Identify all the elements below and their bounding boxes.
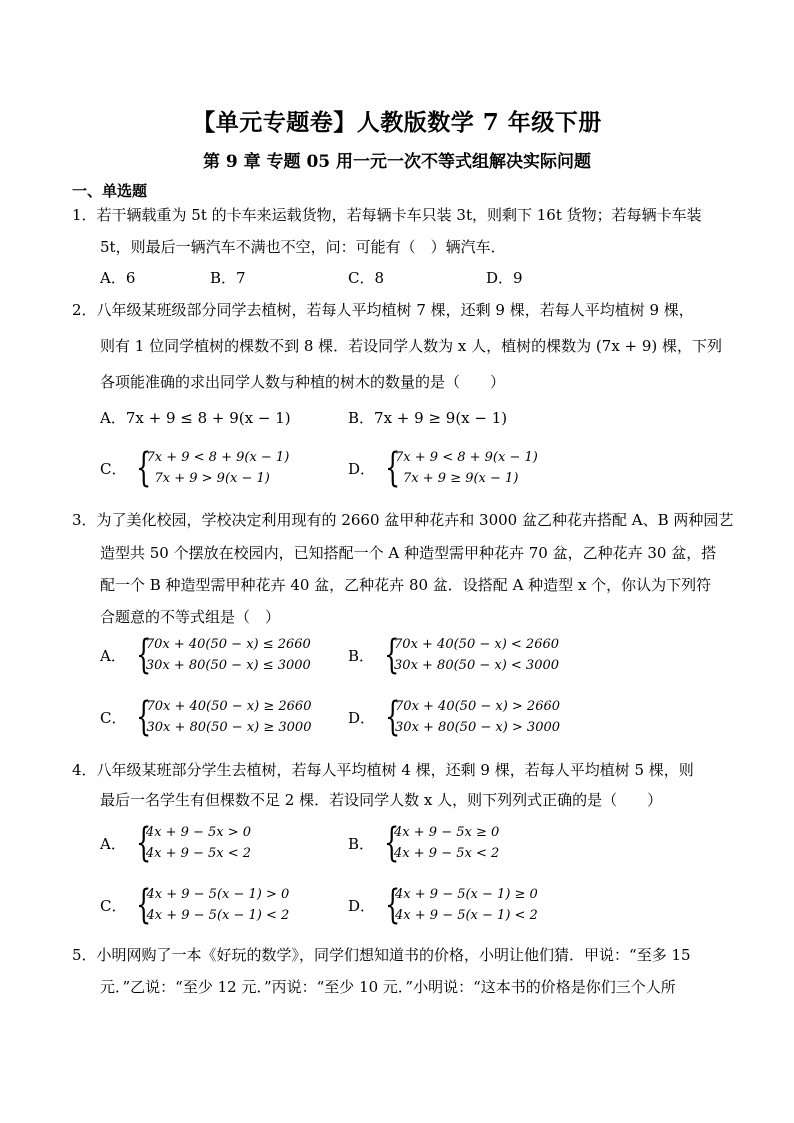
option-label: B． xyxy=(348,646,375,665)
inequality-row: 4x + 9 − 5x ≥ 0 xyxy=(394,825,500,840)
option-label: C． xyxy=(100,708,127,727)
inequality-row: 70x + 40(50 − x) > 2660 xyxy=(395,699,561,714)
q2-option-b: B．7x + 9 ≥ 9(x − 1) xyxy=(348,409,508,427)
inequality-row: 4x + 9 − 5(x − 1) > 0 xyxy=(146,887,290,902)
q2-option-d xyxy=(348,447,538,489)
q5-line1: 5．小明网购了一本《好玩的数学》，同学们想知道书的价格，小明让他们猜．甲说：“至多 15 xyxy=(72,946,691,964)
left-brace: { xyxy=(384,632,400,678)
left-brace: { xyxy=(136,445,152,491)
inequality-row: 7x + 9 ≥ 9(x − 1) xyxy=(403,471,519,486)
q3-line3: 配一个 B 种造型需甲种花卉 40 盆，乙种花卉 80 盆．设搭配 A 种造型 x 个，你认为下列符 xyxy=(100,576,712,594)
left-brace: { xyxy=(384,820,400,866)
option-label: D． xyxy=(348,459,376,478)
inequality-row: 4x + 9 − 5(x − 1) < 2 xyxy=(395,908,538,923)
inequality-row: 30x + 80(50 − x) > 3000 xyxy=(395,720,561,735)
left-brace: { xyxy=(385,882,401,928)
q2-line2: 则有 1 位同学植树的棵数不到 8 棵．若设同学人数为 x 人，植树的棵数为 (7x + 9) 棵，下列 xyxy=(100,337,723,355)
inequality-row: 7x + 9 > 9(x − 1) xyxy=(154,471,270,486)
inequality-row: 4x + 9 − 5(x − 1) ≥ 0 xyxy=(395,887,538,902)
q1-line1: 1．若干辆载重为 5t 的卡车来运载货物，若每辆卡车只装 3t，则剩下 16t 货物；若每辆卡车装 xyxy=(72,206,702,224)
q1-option-a: A．6 xyxy=(100,269,136,287)
option-label: D． xyxy=(348,708,376,727)
q4-option-b xyxy=(348,822,499,864)
q3-option-b xyxy=(348,634,559,676)
inequality-row: 70x + 40(50 − x) < 2660 xyxy=(394,637,560,652)
inequality-row: 70x + 40(50 − x) ≤ 2660 xyxy=(145,637,311,652)
option-label: B． xyxy=(348,834,375,853)
q2-option-a: A．7x + 9 ≤ 8 + 9(x − 1) xyxy=(100,409,291,427)
q1-option-b: B．7 xyxy=(210,269,246,287)
option-label: A． xyxy=(100,834,126,853)
q1-option-d: D．9 xyxy=(486,269,523,287)
q4-option-d xyxy=(348,884,538,926)
q2-option-c xyxy=(100,447,289,489)
inequality-row: 4x + 9 − 5x < 2 xyxy=(394,846,500,861)
q4-line1: 4．八年级某班部分学生去植树，若每人平均植树 4 棵，还剩 9 棵，若每人平均植树 5 棵，则 xyxy=(72,761,694,779)
q1-option-c: C．8 xyxy=(348,269,385,287)
option-label: C． xyxy=(100,459,127,478)
left-brace: { xyxy=(385,694,401,740)
q3-option-d xyxy=(348,696,560,738)
q5-line2: 元．”乙说：“至少 12 元．”丙说：“至少 10 元．”小明说：“这本书的价格是你们三个人所 xyxy=(100,978,676,996)
q3-line2: 造型共 50 个摆放在校园内，已知搭配一个 A 种造型需甲种花卉 70 盆，乙种花卉 30 盆，搭 xyxy=(100,544,717,562)
inequality-row: 7x + 9 < 8 + 9(x − 1) xyxy=(395,450,538,465)
inequality-row: 7x + 9 < 8 + 9(x − 1) xyxy=(146,450,290,465)
q3-option-c xyxy=(100,696,311,738)
q3-option-a xyxy=(100,634,311,676)
q4-option-a xyxy=(100,822,251,864)
q4-option-c xyxy=(100,884,289,926)
inequality-row: 30x + 80(50 − x) < 3000 xyxy=(394,658,560,673)
option-label: D． xyxy=(348,896,376,915)
inequality-row: 4x + 9 − 5x > 0 xyxy=(145,825,252,840)
document-title: 【单元专题卷】人教版数学 7 年级下册 xyxy=(192,109,602,136)
option-label: A． xyxy=(100,646,126,665)
left-brace: { xyxy=(136,694,152,740)
inequality-row: 70x + 40(50 − x) ≥ 2660 xyxy=(146,699,312,714)
q3-line1: 3．为了美化校园，学校决定利用现有的 2660 盆甲种花卉和 3000 盆乙种花卉搭配 A、B 两种园艺 xyxy=(72,511,734,529)
inequality-row: 30x + 80(50 − x) ≥ 3000 xyxy=(146,720,312,735)
left-brace: { xyxy=(136,882,152,928)
section-heading: 一、单选题 xyxy=(72,182,148,200)
q2-line3: 各项能准确的求出同学人数与种植的树木的数量的是（ ） xyxy=(100,373,506,391)
inequality-row: 4x + 9 − 5(x − 1) < 2 xyxy=(146,908,290,923)
q2-line1: 2．八年级某班级部分同学去植树，若每人平均植树 7 棵，还剩 9 棵，若每人平均植树 9 棵， xyxy=(72,301,694,319)
left-brace: { xyxy=(135,632,152,678)
left-brace: { xyxy=(385,445,401,491)
q3-line4: 合题意的不等式组是（ ） xyxy=(100,608,281,626)
inequality-row: 30x + 80(50 − x) ≤ 3000 xyxy=(145,658,311,673)
q1-line2: 5t，则最后一辆汽车不满也不空，问：可能有（ ）辆汽车． xyxy=(100,238,506,256)
option-label: C． xyxy=(100,896,127,915)
inequality-row: 4x + 9 − 5x < 2 xyxy=(145,846,252,861)
document-subtitle: 第 9 章 专题 05 用一元一次不等式组解决实际问题 xyxy=(202,152,592,172)
left-brace: { xyxy=(135,820,152,866)
q4-line2: 最后一名学生有但棵数不足 2 棵．若设同学人数 x 人，则下列列式正确的是（ ） xyxy=(100,791,663,809)
